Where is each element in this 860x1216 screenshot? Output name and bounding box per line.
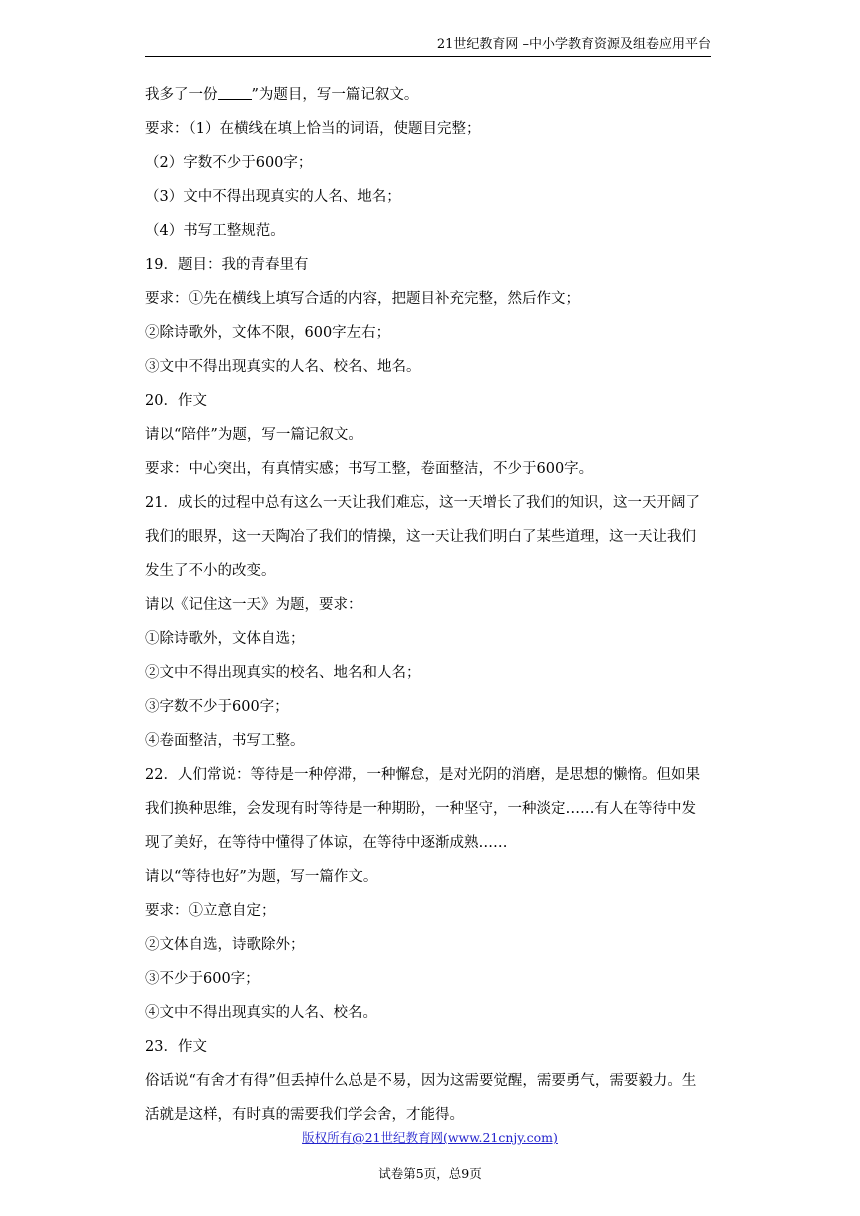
text-line: ①除诗歌外，文体自选； [145, 631, 305, 647]
text-line: ③不少于600字； [145, 971, 260, 987]
line-text-after-blank: ”为题目，写一篇记叙文。 [251, 87, 419, 103]
text-line: 请以“陪伴”为题，写一篇记叙文。 [145, 427, 363, 443]
copyright-link[interactable]: 版权所有@21世纪教育网(www.21cnjy.com) [302, 1130, 558, 1145]
text-line: ④文中不得出现真实的人名、校名。 [145, 1005, 377, 1021]
text-line: ②文中不得出现真实的校名、地名和人名； [145, 665, 421, 681]
text-line: 要求：①立意自定； [145, 903, 276, 919]
question-23-title: 23．作文 [145, 1039, 207, 1055]
question-21-title: 21．成长的过程中总有这么一天让我们难忘，这一天增长了我们的知识，这一天开阔了 [145, 495, 700, 511]
text-line: 请以“等待也好”为题，写一篇作文。 [145, 869, 378, 885]
text-line: 现了美好，在等待中懂得了体谅，在等待中逐渐成熟…… [145, 835, 508, 851]
text-line: （4）书写工整规范。 [145, 223, 285, 239]
text-line: 请以《记住这一天》为题，要求： [145, 597, 363, 613]
page-number: 试卷第5页，总9页 [378, 1166, 482, 1181]
text-line: 要求：（1）在横线在填上恰当的词语，使题目完整； [145, 121, 481, 137]
text-line: ④卷面整洁，书写工整。 [145, 733, 305, 749]
page-header: 21世纪教育网 –中小学教育资源及组卷应用平台 [145, 36, 711, 57]
fill-blank [218, 85, 252, 101]
text-line: 要求：①先在横线上填写合适的内容，把题目补充完整，然后作文； [145, 291, 580, 307]
text-line: 俗话说“有舍才有得”但丢掉什么总是不易，因为这需要觉醒，需要勇气，需要毅力。生 [145, 1073, 697, 1089]
line-text-before-blank: 我多了一份 [145, 87, 218, 103]
question-22-title: 22．人们常说：等待是一种停滞，一种懈怠，是对光阴的消磨，是思想的懒惰。但如果 [145, 767, 700, 783]
text-line: 我们的眼界，这一天陶冶了我们的情操，这一天让我们明白了某些道理，这一天让我们 [145, 529, 696, 545]
question-19-title: 19．题目：我的青春里有 [145, 257, 309, 273]
text-line: ③字数不少于600字； [145, 699, 289, 715]
text-line: 活就是这样，有时真的需要我们学会舍，才能得。 [145, 1107, 464, 1123]
text-line: ②除诗歌外，文体不限，600字左右； [145, 325, 391, 341]
text-line: 发生了不小的改变。 [145, 563, 276, 579]
question-20-title: 20．作文 [145, 393, 207, 409]
text-line: 要求：中心突出，有真情实感；书写工整，卷面整洁，不少于600字。 [145, 461, 594, 477]
text-line: （2）字数不少于600字； [145, 155, 313, 171]
text-line: ③文中不得出现真实的人名、校名、地名。 [145, 359, 421, 375]
text-line: 我们换种思维，会发现有时等待是一种期盼，一种坚守，一种淡定……有人在等待中发 [145, 801, 696, 817]
document-body [145, 78, 717, 1132]
text-line: ②文体自选，诗歌除外； [145, 937, 305, 953]
text-line: （3）文中不得出现真实的人名、地名； [145, 189, 401, 205]
text-line [145, 78, 717, 112]
